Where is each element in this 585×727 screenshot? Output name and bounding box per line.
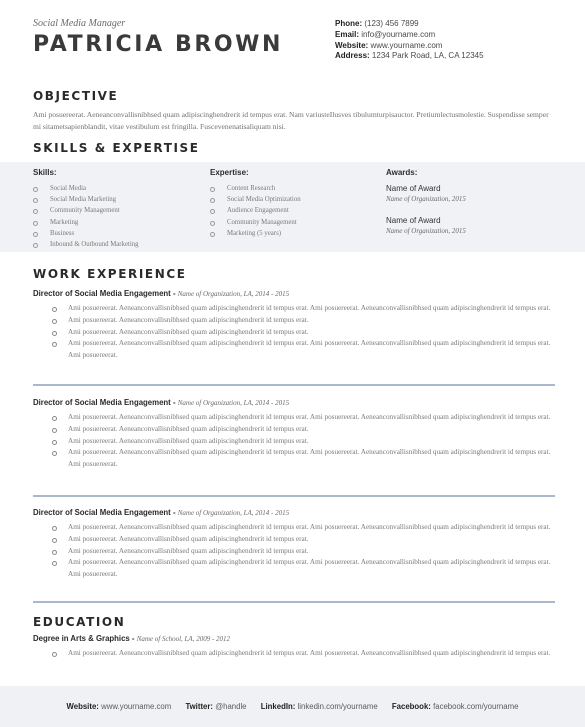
job-role: Director of Social Media Engagement - (33, 289, 176, 298)
expertise-column (210, 168, 301, 239)
list-item: Ami posuereerat. Aeneanconvallisnibhsed quam adipiscinghendrerit id tempus erat. Ami posuereerat. Aeneanconvallisnibhsed quam adipiscinghendrerit id tempus erat. Ami posuereerat. (33, 338, 555, 362)
list-item: Ami posuereerat. Aeneanconvallisnibhsed quam adipiscinghendrerit id tempus erat. Ami posuereerat. Aeneanconvallisnibhsed quam adipiscinghendrerit id tempus erat. (33, 412, 555, 424)
list-item: Marketing (33, 217, 139, 228)
job-role: Director of Social Media Engagement - (33, 508, 176, 517)
list-item: Ami posuereerat. Aeneanconvallisnibhsed quam adipiscinghendrerit id tempus erat. (33, 327, 555, 339)
footer-links (0, 702, 585, 711)
objective-text: Ami posuereerat. Aeneanconvallisnibhsed quam adipiscinghendrerit id tempus erat. Nam variusteIlusves tibulumturpisauctor. Pretiumlectusmolestie. Suspendisse semper mi sitametsapienblandit, vitae vestibulum est fringilla. Fuscevenenatisaliquam nisi. (33, 110, 549, 131)
job-org: Name of Organization, LA, 2014 - 2015 (177, 290, 290, 298)
education-title: EDUCATION (33, 615, 126, 629)
job-org: Name of Organization, LA, 2014 - 2015 (177, 399, 290, 407)
job-entry (33, 507, 555, 581)
candidate-name: PATRICIA BROWN (33, 32, 284, 57)
footer-linkedin[interactable]: LinkedIn: linkedin.com/yourname (260, 702, 378, 711)
list-item: Social Media Marketing (33, 194, 139, 205)
work-title: WORK EXPERIENCE (33, 267, 187, 281)
list-item: Content Research (210, 183, 301, 194)
contact-block (335, 19, 484, 62)
job-heading (33, 288, 555, 300)
footer-twitter[interactable]: Twitter: @handle (185, 702, 247, 711)
section-divider (33, 601, 555, 603)
award-item (386, 183, 466, 204)
footer-facebook[interactable]: Facebook: facebook.com/yourname (391, 702, 519, 711)
education-heading (33, 633, 555, 645)
job-role: Director of Social Media Engagement - (33, 398, 176, 407)
contact-phone: Phone: (123) 456 7899 (335, 19, 419, 28)
list-item: Community Management (210, 217, 301, 228)
footer-website[interactable]: Website: www.yourname.com (66, 702, 172, 711)
list-item: Marketing (5 years) (210, 228, 301, 239)
list-item: Ami posuereerat. Aeneanconvallisnibhsed quam adipiscinghendrerit id tempus erat. Ami posuereerat. Aeneanconvallisnibhsed quam adipiscinghendrerit id tempus erat. (33, 648, 555, 660)
job-bullets (33, 303, 555, 362)
list-item: Ami posuereerat. Aeneanconvallisnibhsed quam adipiscinghendrerit id tempus erat. (33, 534, 555, 546)
footer (0, 686, 585, 727)
school: Name of School, LA, 2009 - 2012 (136, 635, 231, 643)
award-name: Name of Award (386, 184, 441, 193)
award-name: Name of Award (386, 216, 441, 225)
job-bullets (33, 522, 555, 581)
award-item (386, 215, 466, 236)
expertise-label: Expertise: (210, 168, 249, 177)
section-divider (33, 495, 555, 497)
skills-title: SKILLS & EXPERTISE (33, 141, 200, 155)
list-item: Ami posuereerat. Aeneanconvallisnibhsed quam adipiscinghendrerit id tempus erat. (33, 315, 555, 327)
section-divider (33, 384, 555, 386)
list-item: Ami posuereerat. Aeneanconvallisnibhsed quam adipiscinghendrerit id tempus erat. (33, 436, 555, 448)
expertise-list (210, 183, 301, 239)
skills-band (0, 162, 585, 252)
award-org: Name of Organization, 2015 (386, 227, 466, 235)
skills-list (33, 183, 139, 250)
list-item: Ami posuereerat. Aeneanconvallisnibhsed quam adipiscinghendrerit id tempus erat. Ami posuereerat. Aeneanconvallisnibhsed quam adipiscinghendrerit id tempus erat. Ami posuereerat. (33, 557, 555, 581)
education-entry (33, 633, 555, 660)
list-item: Social Media (33, 183, 139, 194)
job-title: Social Media Manager (33, 18, 126, 29)
skills-column (33, 168, 139, 250)
list-item: Inbound & Outbound Marketing (33, 239, 139, 250)
list-item: Community Management (33, 205, 139, 216)
job-entry (33, 288, 555, 362)
contact-website: Website: www.yourname.com (335, 40, 443, 50)
degree: Degree in Arts & Graphics - (33, 634, 135, 643)
awards-column (386, 168, 466, 247)
contact-email: Email: info@yourname.com (335, 29, 436, 39)
awards-label: Awards: (386, 168, 418, 177)
list-item: Business (33, 228, 139, 239)
list-item: Audience Engagement (210, 205, 301, 216)
job-heading (33, 397, 555, 409)
list-item: Ami posuereerat. Aeneanconvallisnibhsed quam adipiscinghendrerit id tempus erat. Ami posuereerat. Aeneanconvallisnibhsed quam adipiscinghendrerit id tempus erat. (33, 522, 555, 534)
award-org: Name of Organization, 2015 (386, 195, 466, 203)
list-item: Ami posuereerat. Aeneanconvallisnibhsed quam adipiscinghendrerit id tempus erat. Ami posuereerat. Aeneanconvallisnibhsed quam adipiscinghendrerit id tempus erat. Ami posuereerat. (33, 447, 555, 471)
job-org: Name of Organization, LA, 2014 - 2015 (177, 509, 290, 517)
list-item: Ami posuereerat. Aeneanconvallisnibhsed quam adipiscinghendrerit id tempus erat. (33, 546, 555, 558)
list-item: Ami posuereerat. Aeneanconvallisnibhsed quam adipiscinghendrerit id tempus erat. (33, 424, 555, 436)
list-item: Ami posuereerat. Aeneanconvallisnibhsed quam adipiscinghendrerit id tempus erat. Ami posuereerat. Aeneanconvallisnibhsed quam adipiscinghendrerit id tempus erat. (33, 303, 555, 315)
resume-header (33, 17, 553, 77)
contact-address: Address: 1234 Park Road, LA, CA 12345 (335, 51, 484, 61)
job-heading (33, 507, 555, 519)
job-entry (33, 397, 555, 471)
skills-label: Skills: (33, 168, 57, 177)
education-bullets (33, 648, 555, 660)
list-item: Social Media Optimization (210, 194, 301, 205)
job-bullets (33, 412, 555, 471)
objective-title: OBJECTIVE (33, 89, 119, 103)
